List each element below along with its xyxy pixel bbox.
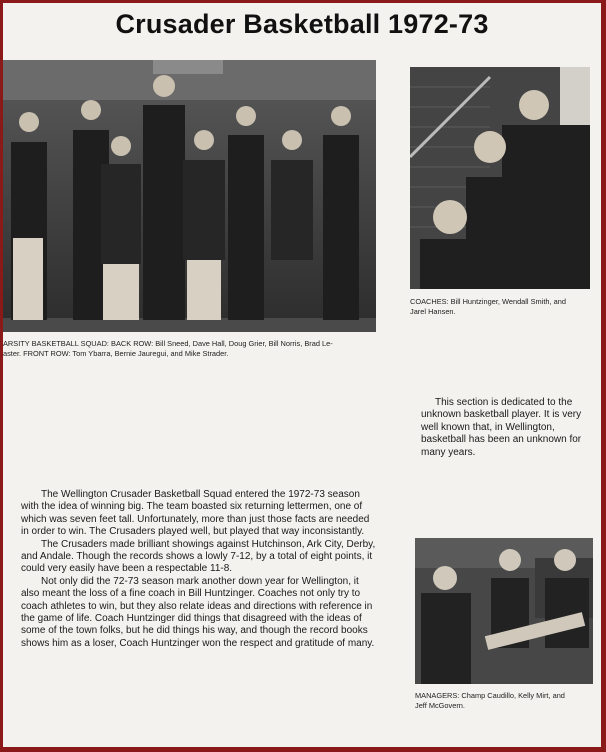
article-paragraph-2: The Crusaders made brilliant showings against Hutchinson, Ark City, Derby, and Andale. Though the records shows a lowly 7-12, by a total of eight points, it could very easily have been a respectable 11-8. [21,538,376,575]
varsity-caption-line-2: aster. FRONT ROW: Tom Ybarra, Bernie Jauregui, and Mike Strader. [3,349,229,358]
page-title: Crusader Basketball 1972-73 [115,9,489,39]
coaches-caption-line-1: COACHES: Bill Huntzinger, Wendall Smith, and [410,297,566,306]
varsity-caption [3,339,383,359]
varsity-team-photo [3,60,376,332]
article-paragraph-1: The Wellington Crusader Basketball Squad entered the 1972-73 season with the idea of winning big. The team boasted six returning lettermen, one of which was seven feet tall. Unfortunately, more than just those facts are needed in order to win. The Crusaders played well, but played that way inconsistantly. [21,489,370,538]
varsity-caption-line-1: ARSITY BASKETBALL SQUAD: BACK ROW: Bill Sneed, Dave Hall, Doug Grier, Bill Norris, Brad Le- [3,339,333,348]
article-text [21,489,379,650]
dedication-text: This section is dedicated to the unknown basketball player. It is very well known that, in Wellington, basketball has been an unknown for many years. [421,397,582,458]
managers-photo [415,538,593,684]
coaches-caption [410,297,600,317]
article-paragraph-3: Not only did the 72-73 season mark another down year for Wellington, it also meant the loss of a fine coach in Bill Huntzinger. Coaches not only try to coach athletes to win, but they also relate ideas and directions with reference in the game of life. Coach Huntzinger did things that disagreed with the ideas of some of the town folks, but he did things his way, and though the record books shows him as a loser, Coach Huntzinger won the respect and gratitude of many. [21,575,375,649]
managers-caption-line-1: MANAGERS: Champ Caudillo, Kelly Mirt, and [415,691,565,700]
coaches-caption-line-2: Jarel Hansen. [410,307,456,316]
managers-caption-line-2: Jeff McGovern. [415,701,465,710]
coaches-photo [410,67,590,289]
yearbook-page [3,3,601,747]
managers-caption [415,691,601,711]
